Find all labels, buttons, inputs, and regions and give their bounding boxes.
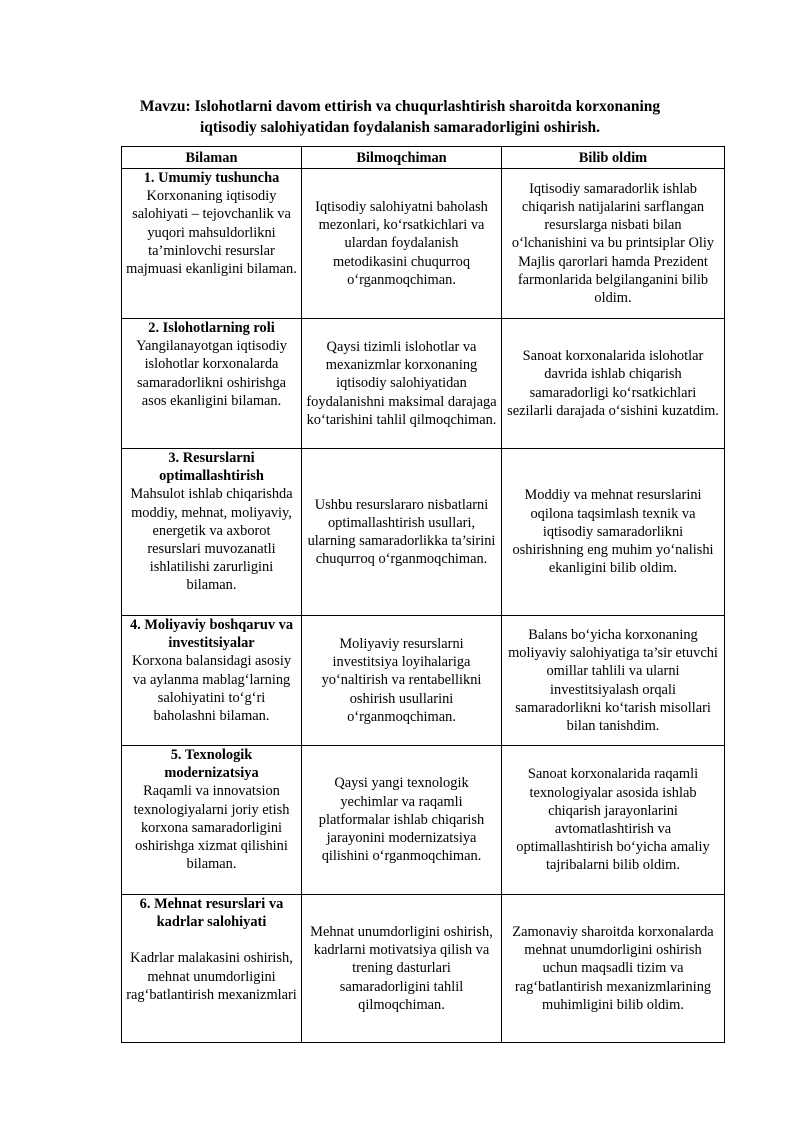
header-bilaman: Bilaman (122, 147, 302, 169)
row-topic: 1. Umumiy tushuncha (143, 170, 280, 186)
know-text: Mahsulot ishlab chiqarishda moddiy, mehnat, moliyaviy, energetik va axborot resurslari muvozanatli ishlatilishi zarurligini bilaman. (130, 486, 293, 594)
row-topic: 6. Mehnat resurslari va kadrlar salohiyati (139, 896, 284, 931)
know-text: Raqamli va innovatsion texnologiyalarni joriy etish korxona samaradorligini oshirishga xizmat qilishini bilaman. (133, 783, 290, 873)
know-text: Korxonaning iqtisodiy salohiyati – tejovchanlik va yuqori mahsuldorlikni ta’minlovchi resurslar majmuasi ekanligini bilaman. (126, 188, 297, 278)
kwl-table (121, 146, 725, 1043)
table-row (122, 449, 725, 616)
row-topic: 2. Islohotlarning roli (148, 320, 275, 336)
want-cell: Qaysi tizimli islohotlar va mexanizmlar korxonaning iqtisodiy salohiyatidan foydalanishni maksimal darajaga ko‘tarishini tahlil qilmoqchiman. (302, 319, 502, 449)
know-text: Korxona balansidagi asosiy va aylanma mablag‘larning salohiyatini to‘g‘ri baholashni bilaman. (131, 653, 292, 725)
title-line-1: Mavzu: Islohotlarni davom ettirish va chuqurlashtirish sharoitda korxonaning (139, 98, 661, 115)
know-text: Kadrlar malakasini oshirish, mehnat unumdorligini rag‘batlantirish mexanizmlari (126, 950, 297, 1003)
know-cell (122, 746, 302, 895)
table-row (122, 746, 725, 895)
want-cell: Mehnat unumdorligini oshirish, kadrlarni motivatsiya qilish va trening dasturlari samaradorligini tahlil qilmoqchiman. (302, 895, 502, 1043)
want-cell: Qaysi yangi texnologik yechimlar va raqamli platformalar ishlab chiqarish jarayonini modernizatsiya qilishini o‘rganmoqchiman. (302, 746, 502, 895)
know-cell (122, 616, 302, 746)
want-cell: Iqtisodiy salohiyatni baholash mezonlari, ko‘rsatkichlari va ulardan foydalanish metodikasini chuqurroq o‘rganmoqchiman. (302, 169, 502, 319)
learned-cell: Iqtisodiy samaradorlik ishlab chiqarish natijalarini sarflangan resurslarga nisbati bilan o‘lchanishini va bu printsiplar Oliy Majlis qarorlari hamda Prezident farmonlarida belgilanganini bilib oldim. (502, 169, 725, 319)
learned-cell: Sanoat korxonalarida islohotlar davrida ishlab chiqarish samaradorligi ko‘rsatkichlari sezilarli darajada o‘sishini kuzatdim. (502, 319, 725, 449)
title-line-2: iqtisodiy salohiyatidan foydalanish samaradorligini oshirish. (199, 119, 601, 136)
learned-cell: Zamonaviy sharoitda korxonalarda mehnat unumdorligini oshirish uchun maqsadli tizim va rag‘batlantirish mexanizmlarining muhimligini bilib oldim. (502, 895, 725, 1043)
want-cell: Ushbu resurslararo nisbatlarni optimallashtirish usullari, ularning samaradorlikka ta’sirini chuqurroq o‘rganmoqchiman. (302, 449, 502, 616)
row-topic: 3. Resurslarni optimallashtirish (159, 450, 264, 485)
know-cell (122, 449, 302, 616)
learned-cell: Balans bo‘yicha korxonaning moliyaviy salohiyatiga ta’sir etuvchi omillar tahlili va ularni investitsiyalash orqali samaradorlikni ko‘tarish misollari bilan tanishdim. (502, 616, 725, 746)
row-topic: 4. Moliyaviy boshqaruv va investitsiyalar (129, 617, 294, 652)
header-bilmoqchiman: Bilmoqchiman (302, 147, 502, 169)
row-topic: 5. Texnologik modernizatsiya (164, 747, 259, 782)
document-title (100, 96, 700, 138)
know-text: Yangilanayotgan iqtisodiy islohotlar korxonalarda samaradorlikni oshirishga asos ekanligini bilaman. (136, 338, 287, 409)
want-cell: Moliyaviy resurslarni investitsiya loyihalariga yo‘naltirish va rentabellikni oshirish usullarini o‘rganmoqchiman. (302, 616, 502, 746)
table-row (122, 319, 725, 449)
table-header-row (122, 147, 725, 169)
learned-cell: Sanoat korxonalarida raqamli texnologiyalar asosida ishlab chiqarish jarayonlarini avtomatlashtirish va optimallashtirish bo‘yicha amaliy tajribalarni bilib oldim. (502, 746, 725, 895)
know-cell (122, 169, 302, 319)
table-row (122, 895, 725, 1043)
know-cell (122, 319, 302, 449)
know-cell (122, 895, 302, 1043)
table-row (122, 169, 725, 319)
table-row (122, 616, 725, 746)
header-bilib-oldim: Bilib oldim (502, 147, 725, 169)
learned-cell: Moddiy va mehnat resurslarini oqilona taqsimlash texnik va iqtisodiy samaradorlikni oshirishning eng muhim yo‘nalishi ekanligini bilib oldim. (502, 449, 725, 616)
